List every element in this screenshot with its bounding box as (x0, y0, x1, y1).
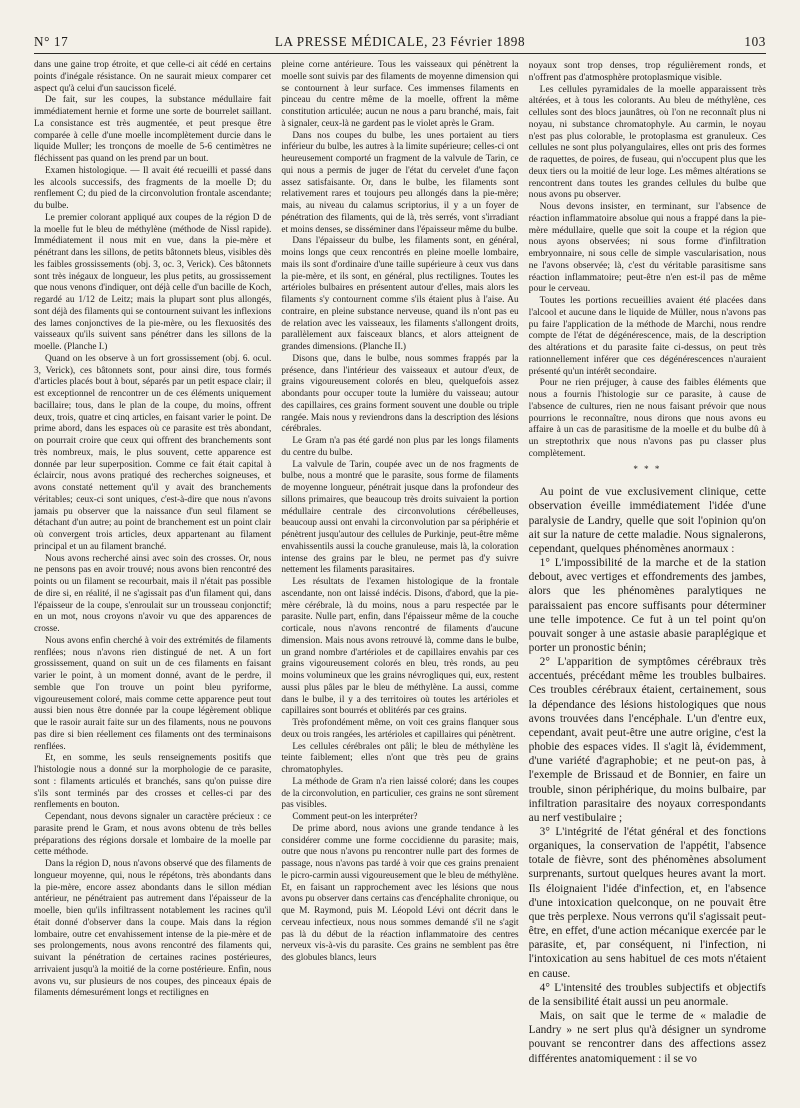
paragraph: 4° L'intensité des troubles subjectifs et objectifs de la sensibilité était aussi un peu anormale. (528, 981, 766, 1008)
paragraph: noyaux sont trop denses, trop régulièrement ronds, et n'offrent pas d'atmosphère protoplasmique visible. (528, 60, 766, 83)
page-number: 103 (744, 34, 766, 49)
paragraph: Toutes les portions recueillies avaient été placées dans l'alcool et aucune dans le liquide de Müller, nous n'avons pas pu faire l'application de la méthode de Marchi, nous rendre compte de l'état de dégénérescence, mais, de la description des altérations et du parasite faite ci-dessus, on peut très rationnellement inférer que ces dégénérescences n'auraient présenté qu'un intérêt secondaire. (528, 295, 766, 377)
clinical-discussion (529, 485, 766, 1065)
paragraph: Mais, on sait que le terme de « maladie de Landry » ne sert plus qu'à désigner un syndrome pouvant se rencontrer dans des affections assez différentes anatomiquement : il se vo (528, 1010, 766, 1065)
column-1 (34, 60, 271, 1098)
paragraph: Pour ne rien préjuger, à cause des faibles éléments que nous a fournis l'histologie sur ce parasite, à cause de l'absence de cultures, rien ne nous faisant prévoir que nous pourrions le reconnaître, nous dirons que nous avons eu affaire à un cas de parasitisme de la moelle et du bulbe dû à un streptothrix que nous n'avons pas pu classer plus complètement. (528, 377, 766, 459)
issue-number: N° 17 (34, 34, 69, 49)
paragraph: pleine corne antérieure. Tous les vaisseaux qui pénètrent la moelle sont suivis par des filaments de moyenne dimension qui se contournent à leur surface. Ces immenses filaments en pinceau du centre même de la moelle, offrent la même constitution articulée; aucun ne nous a paru branché, mais, fait à signaler, ceux-là ne gardent pas le violet après le Gram. (281, 60, 519, 129)
paragraph: Comment peut-on les interpréter? (292, 812, 418, 822)
paragraph: Très profondément même, on voit ces grains flanquer sous deux ou trois rangées, les artérioles et capillaires qui pénètrent. (281, 718, 519, 740)
column-3 (529, 60, 766, 1098)
paragraph: Disons que, dans le bulbe, nous sommes frappés par la présence, dans l'intérieur des vaisseaux et autour d'eux, de grains vigoureusement colorés en bleu, quelquefois assez abondants pour occuper toute la lumière du vaisseau; autour des capillaires, ces grains forment souvent une double ou triple rangée. Mais nous y reviendrons dans la description des lésions cérébrales. (281, 353, 519, 435)
paragraph: Dans la région D, nous n'avons observé que des filaments de longueur moyenne, qui, nous le répétons, très abondants dans la pie-mère, encore assez abondants dans le sillon médian antérieur, ne pénétraient pas autrement dans l'épaisseur de la moelle, bien qu'ils infiltrassent notablement les racines qu'il était donné d'observer dans la coupe. Mais dans la région lombaire, outre cet envahissement intense de la pie-mère et de ses prolongements, nous avons rencontré des filaments qui, suivant la pénétration de certaines racines postérieures, arrivaient jusqu'à la moitié de la corne postérieure. Enfin, nous avons vu, sur plusieurs de nos coupes, des pinceaux épais de filaments démesurément longs et rectilignes en (34, 859, 272, 999)
section-separator: * * * (633, 463, 662, 474)
paragraph: Le Gram n'a pas été gardé non plus par les longs filaments du centre du bulbe. (281, 436, 519, 458)
paragraph: Au point de vue exclusivement clinique, cette observation éveille immédiatement l'idée d'une paralysie de Landry, quelle que soit l'opinion qu'on ait sur la nature de cette maladie. Nous signalerons, cependant, quelques phénomènes anormaux : (528, 486, 766, 555)
text-columns (34, 60, 766, 1098)
paragraph: Et, en somme, les seuls renseignements positifs que l'histologie nous a donné sur la morphologie de ce parasite, sont : filaments articulés et branchés, sans qu'on puisse dire s'ils sont terminés par des crosses et celles-ci par des renflements en bouton. (34, 753, 272, 811)
paragraph: De prime abord, nous avions une grande tendance à les considérer comme une forme coccidienne du parasite; mais, outre que nous n'avons pu rencontrer nulle part des formes de passage, nous n'avons pas tardé à voir que ces grains prenaient le picro-carmin aussi vigoureusement que le bleu de méthylène. Et, en faisant un rapprochement avec les lésions que nous avons pu observer dans certains cas d'encéphalite chronique, ou que M. Raymond, puis M. Léopold Lévi ont décrit dans le cerveau infectieux, nous nous sommes demandé s'il ne s'agit pas là du début de la réaction inflammatoire des centres nerveux vis-à-vis du parasite. Ces grains ne semblent pas être des globules blancs, leurs (281, 823, 519, 963)
paragraph: 2° L'apparition de symptômes cérébraux très accentués, précédant même les troubles bulbaires. Ces troubles cérébraux étaient, certainement, sous la dépendance des lésions histologiques que nous avons trouvées dans l'encéphale. L'un d'entre eux, cependant, avait peut-être une autre origine, c'est la phobie des espaces vides. Il s'agit là, évidemment, d'une variété d'agraphobie; et ne peut-on pas, à l'exemple de Brissaud et de Bonnier, en faire un trouble, sinon périphérique, du moins bulbaire, par infiltration parasitaire des noyaux correspondants au nerf vestibulaire ; (528, 656, 766, 824)
paragraph: Les résultats de l'examen histologique de la frontale ascendante, non ont laissé indécis. Disons, d'abord, que la pie-mère cérébrale, là du moins, nous a paru respectée par le parasite. Nulle part, enfin, dans l'épaisseur même de la couche corticale, nous n'avons rencontré de filaments d'aucune dimension. Mais nous avons retrouvé là, comme dans le bulbe, un grand nombre d'artérioles et de capillaires envahis par ces grains vigoureusement colorés en bleu, très ronds, au peu moins volumineux que les grains névrogliques qui, eux, restent aussi plus pâles par le bleu de méthylène. La aussi, comme dans le bulbe, il y a des territoires où toutes les artérioles et capillaires sont bourrés et oblitérés par ces grains. (281, 577, 519, 717)
paragraph: 3° L'intégrité de l'état général et des fonctions organiques, la conservation de l'appétit, l'absence totale de fièvre, sont des phénomènes absolument surprenants, surtout quelques heures avant la mort. Ils éloignaient l'idée d'infection, et, en l'absence d'une intoxication quelconque, on ne pouvait être que très perplexe. Nous verrons qu'il s'agissait peut-être, en effet, d'une action mécanique exercée par le parasite, et, par conséquent, ni l'infection, ni l'intoxication au sens habituel de ces mots n'étaient en cause. (528, 826, 766, 980)
paragraph: Nous devons insister, en terminant, sur l'absence de réaction inflammatoire absolue qui nous a frappé dans la pie-mère médullaire, quelle que soit la coupe et la région que nous ayons observées; ni sous forme d'infiltration embryonnaire, ni sous celle de simple vascularisation, nous ne l'avons observée; là, c'est du véritable parasitisme sans réaction inflammatoire; peut-être n'en est-il pas de même pour le cerveau. (528, 201, 766, 295)
paragraph: Cependant, nous devons signaler un caractère précieux : ce parasite prend le Gram, et nous avons obtenu de très belles préparations des régions dorsale et lombaire de la moelle par cette méthode. (34, 812, 272, 858)
paragraph: Dans l'épaisseur du bulbe, les filaments sont, en général, moins longs que ceux rencontrés en pleine moelle lombaire, mais ils sont d'ordinaire d'une taille supérieure à ceux vus dans la pie-mère, et ils sont, en général, plus rectilignes. Toutes les artérioles bulbaires en présentent autour d'elles, mais alors les filaments s'y contournent comme s'ils étaient plus à l'aise. Au contraire, en pleine substance nerveuse, quand ils n'ont pas eu de relation avec les vaisseaux, les filaments s'allongent droits, parallèlement aux faisceaux blancs, et alors atteignent de grandes dimensions. (Planche II.) (281, 236, 519, 352)
paragraph: Nous avons enfin cherché à voir des extrémités de filaments renflées; nous n'avons rien distingué de net. A un fort grossissement, quand on suit un de ces filaments en faisant varier le point, à un moment donné, avant de le perdre, il semble que l'on trouve un point bleu pyriforme, vigoureusement coloré, mais comme cette apparence peut tout aussi bien nous être donnée par la coupe légèrement oblique que le rasoir aurait faite sur un des filaments, nous ne pouvons pas dire si bien réellement ces filaments ont des terminaisons renflées. (34, 635, 272, 752)
paragraph: Le premier colorant appliqué aux coupes de la région D de la moelle fut le bleu de méthylène (méthode de Nissl rapide). Immédiatement il nous mit en vue, dans la pie-mère et pénétrant dans les sillons, de petits bâtonnets bleus, visibles dès les faibles grossissements (obj. 3, oc. 3, Verick). Ces bâtonnets sont très inégaux de longueur, les plus petits, au grossissement que nous venons d'indiquer, ont déjà celle d'un bacille de Koch, regardé au 1/12 de Leitz; mais la plupart sont plus allongés, sont déjà des filaments qui se contournent suivant les inflexions des lames conjonctives de la pie-mère, ou les flexuosités des vaisseaux qu'ils suivent sans pénétrer dans les sillons de la moelle. (Planche I.) (34, 212, 272, 352)
paragraph: La valvule de Tarin, coupée avec un de nos fragments de bulbe, nous a montré que le parasite, sous forme de filaments de moyenne longueur, pénétrait jusque dans la profondeur des sillons primaires, que beaucoup très droits suivaient la portion médullaire centrale des circonvolutions cérébelleuses, beaucoup aussi ont envahi la circonvolution par sa périphérie et pénètrent jusqu'autour des cellules de Purkinje, peut-être même envahissentils aussi la couche granuleuse, mais là, la coloration intense des grains par le bleu, ne permet pas d'y suivre nettement les filaments parasitaires. (281, 459, 519, 576)
paragraph: Nous avons recherché ainsi avec soin des crosses. Or, nous ne pensons pas en avoir trouvé; nous avons bien rencontré des points ou un filament se recourbait, mais il n'était pas possible de dire si, en réalité, il ne s'agissait pas d'un filament qui, dans l'épaisseur de la coupe, s'enroulait sur un trousseau conjonctif; en un mot, nous croyons n'avoir vu que des apparences de crosse. (34, 553, 272, 634)
paragraph: Quand on les observe à un fort grossissement (obj. 6. ocul. 3, Verick), ces bâtonnets sont, pour ainsi dire, tous formés d'articles placés bout à bout, séparés par un petit espace clair; il est exceptionnel de rencontrer un de ces éléments uniquement bacillaire; tous, dans le plan de la coupe, du moins, offrent deux, trois, quatre et cinq articles, en faisant varier le point. De prime abord, dans les espaces où ce parasite est très abondant, on pourrait croire que ceux qui offrent des branchements sont très nombreux, mais, le plus souvent, cette apparence est donnée par leur superposition. Comme ce fait était capital à éclaircir, nous avons pratiqué des recherches soigneuses, et avons constaté nettement qu'il y avait des branchements véritables; ceux-ci sont uniques, c'est-à-dire que nous n'avons jamais pu observer que la naissance d'un seul filament se détachant d'un autre; au point de branchement est un point clair où convergent trois articles, deux appartenant au filament principal et un au filament branché. (34, 353, 272, 552)
column-2 (281, 60, 518, 1098)
paragraph: Examen histologique. — Il avait été recueilli et passé dans les alcools successifs, des fragments de la moelle D; du renflement C; du pied de la circonvolution frontale ascendante; du bulbe. (34, 165, 272, 211)
journal-title: LA PRESSE MÉDICALE, 23 Février 1898 (274, 34, 526, 49)
paragraph: Les cellules cérébrales ont pâli; le bleu de méthylène les teinte faiblement; elles n'ont que très peu de grains chromatophyles. (281, 741, 519, 775)
paragraph: 1° L'impossibilité de la marche et de la station debout, avec vertiges et effondrements des jambes, alors que les phénomènes paralytiques ne paraissaient pas encore suffisants pour déterminer une telle impotence. Ce fut à un tel point qu'on pouvait songer à une astasie abasie paraplégique et porter un pronostic bénin; (528, 557, 766, 654)
paragraph: Les cellules pyramidales de la moelle apparaissent très altérées, et à tous les colorants. Au bleu de méthylène, ces cellules sont des blocs jaunâtres, où l'on ne reconnaît plus ni noyau, ni substance chromatophyle. Au carmin, le noyau n'est pas plus colorable, le protoplasma est granuleux. Ces cellules ne sont plus polyangulaires, elles ont pris des formes de raquettes, de poires, de fuseau, qui n'occupent plus que les deux tiers ou la moitié de leur loge. Les mêmes altérations se rencontrent dans toutes les grandes cellules du bulbe que nous avons pu observer. (528, 83, 766, 201)
paragraph: La méthode de Gram n'a rien laissé coloré; dans les coupes de la circonvolution, en particulier, ces grains ne sont sûrement pas visibles. (281, 776, 519, 811)
paragraph: dans une gaine trop étroite, et que celle-ci ait cédé en certains points d'inégale résistance. On ne saurait mieux comparer cet aspect qu'à celui d'un saucisson ficelé. (34, 60, 272, 94)
running-header (34, 30, 766, 54)
paragraph: Dans nos coupes du bulbe, les unes portaient au tiers inférieur du bulbe, les autres à la limite supérieure; celles-ci ont heureusement comporté un fragment de la valvule de Tarin, ce qui nous a permis de juger de l'état du cervelet d'une façon assez satisfaisante. Or, dans le bulbe, les filaments sont relativement rares et toujours peu allongés dans la pie-mère; mais, au niveau du calamus scriptorius, il y a un foyer de pénétration des filaments, qui de là, très serrés, vont s'irradiant et moins denses, se disséminer dans l'épaisseur même du bulbe. (281, 130, 519, 235)
paragraph: De fait, sur les coupes, la substance médullaire fait immédiatement hernie et forme une sorte de bourrelet saillant. La consistance est très augmentée, et peut presque être comparée à celle d'une moelle incomplètement durcie dans le liquide Muller; les tronçons de moelle de 5-6 centimètres ne fléchissent pas quand on les prend par un bout. (34, 95, 272, 164)
